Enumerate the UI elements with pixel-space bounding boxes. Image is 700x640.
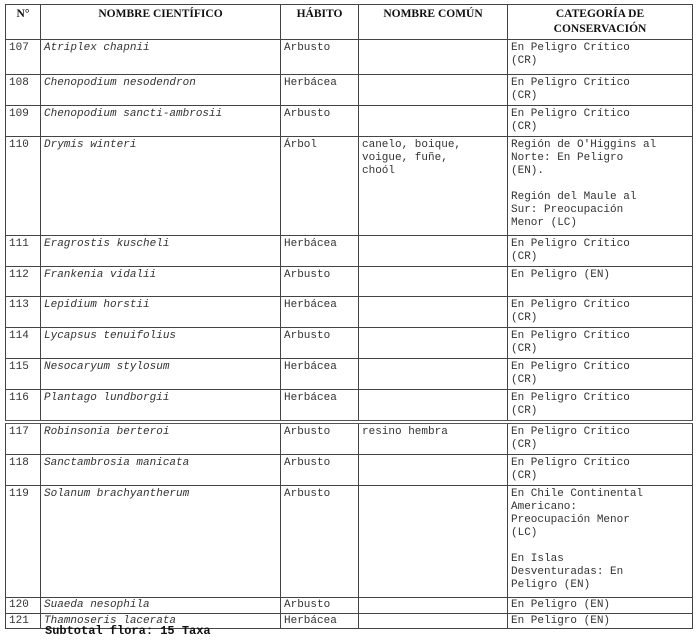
row-number: 115 [6,359,41,390]
table-row [6,486,693,598]
table-row [6,390,693,423]
scientific-name: Suaeda nesophila [41,598,281,614]
row-number: 113 [6,297,41,328]
habit: Árbol [281,137,359,236]
scientific-name: Chenopodium nesodendron [41,75,281,106]
header-number: N° [6,5,41,40]
common-name: resino hembra [359,422,508,455]
header-common-name: NOMBRE COMÚN [359,5,508,40]
row-number: 120 [6,598,41,614]
row-number: 111 [6,236,41,267]
table-row [6,267,693,297]
row-number: 107 [6,40,41,75]
table-row [6,75,693,106]
header-habit: HÁBITO [281,5,359,40]
conservation-category: En Peligro Crítico (CR) [508,359,693,390]
conservation-category: Región de O'Higgins al Norte: En Peligro (EN). Región del Maule al Sur: Preocupación Menor (LC) [508,137,693,236]
habit: Herbácea [281,297,359,328]
scientific-name: Thamnoseris lacerata [41,614,281,629]
species-table [5,4,693,629]
common-name [359,40,508,75]
habit: Arbusto [281,455,359,486]
table-row [6,106,693,137]
conservation-category: En Peligro (EN) [508,267,693,297]
scientific-name: Chenopodium sancti-ambrosii [41,106,281,137]
habit: Arbusto [281,328,359,359]
table-row [6,137,693,236]
scientific-name: Lepidium horstii [41,297,281,328]
scientific-name: Plantago lundborgii [41,390,281,423]
table-row [6,422,693,455]
header-conservation: CATEGORÍA DE CONSERVACIÓN [508,5,693,40]
common-name [359,486,508,598]
row-number: 117 [6,422,41,455]
table-row [6,359,693,390]
row-number: 121 [6,614,41,629]
conservation-category: En Peligro Crítico (CR) [508,455,693,486]
common-name [359,328,508,359]
header-scientific-name: NOMBRE CIENTÍFICO [41,5,281,40]
table-row [6,328,693,359]
table-row [6,297,693,328]
common-name [359,297,508,328]
habit: Herbácea [281,236,359,267]
common-name [359,598,508,614]
row-number: 112 [6,267,41,297]
scientific-name: Sanctambrosia manicata [41,455,281,486]
row-number: 108 [6,75,41,106]
habit: Arbusto [281,267,359,297]
habit: Arbusto [281,40,359,75]
conservation-category: En Peligro Crítico (CR) [508,106,693,137]
subtotal: Subtotal flora: 15 Taxa [45,624,211,638]
conservation-category: En Peligro Crítico (CR) [508,236,693,267]
scientific-name: Drymis winteri [41,137,281,236]
common-name [359,455,508,486]
common-name: canelo, boique, voigue, fuñe, choól [359,137,508,236]
row-number: 119 [6,486,41,598]
conservation-category: En Peligro Crítico (CR) [508,40,693,75]
habit: Herbácea [281,75,359,106]
habit: Arbusto [281,486,359,598]
common-name [359,75,508,106]
habit: Arbusto [281,106,359,137]
common-name [359,106,508,137]
scientific-name: Frankenia vidalii [41,267,281,297]
header-row [6,5,693,40]
row-number: 110 [6,137,41,236]
table-row [6,236,693,267]
conservation-category: En Peligro Crítico (CR) [508,422,693,455]
scientific-name: Robinsonia berteroi [41,422,281,455]
table-row [6,455,693,486]
scientific-name: Eragrostis kuscheli [41,236,281,267]
common-name [359,236,508,267]
conservation-category: En Peligro Crítico (CR) [508,297,693,328]
scientific-name: Atriplex chapnii [41,40,281,75]
common-name [359,267,508,297]
conservation-category: En Chile Continental Americano: Preocupación Menor (LC) En Islas Desventuradas: En Peligro (EN) [508,486,693,598]
scientific-name: Lycapsus tenuifolius [41,328,281,359]
habit: Arbusto [281,598,359,614]
table-row [6,40,693,75]
conservation-category: En Peligro Crítico (CR) [508,390,693,423]
row-number: 109 [6,106,41,137]
common-name [359,359,508,390]
conservation-category: En Peligro Crítico (CR) [508,328,693,359]
scientific-name: Solanum brachyantherum [41,486,281,598]
row-number: 114 [6,328,41,359]
common-name [359,614,508,629]
conservation-category: En Peligro (EN) [508,598,693,614]
table-row [6,598,693,614]
habit: Herbácea [281,614,359,629]
conservation-category: En Peligro (EN) [508,614,693,629]
habit: Herbácea [281,390,359,423]
habit: Arbusto [281,422,359,455]
common-name [359,390,508,423]
conservation-category: En Peligro Crítico (CR) [508,75,693,106]
habit: Herbácea [281,359,359,390]
row-number: 116 [6,390,41,423]
scientific-name: Nesocaryum stylosum [41,359,281,390]
row-number: 118 [6,455,41,486]
